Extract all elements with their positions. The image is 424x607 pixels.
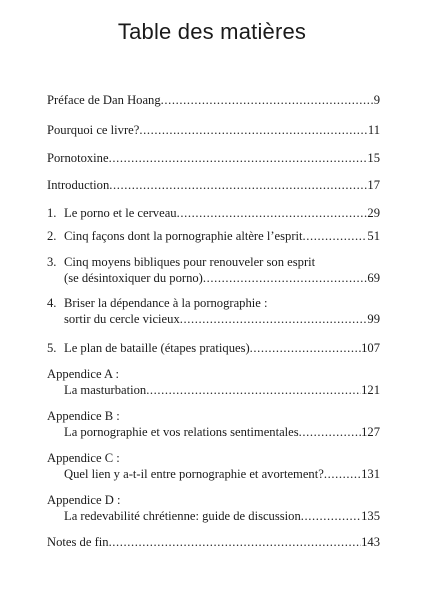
dot-leader xyxy=(301,508,361,524)
toc-entry-page: 11 xyxy=(367,123,380,137)
toc-entry-page: 131 xyxy=(361,467,380,481)
toc-entry-heading: Appendice D : xyxy=(47,493,121,507)
toc-entry[interactable] xyxy=(47,408,380,440)
toc-entry-heading: Appendice A : xyxy=(47,367,120,381)
toc-entry-page: 143 xyxy=(361,535,380,549)
page-title: Table des matières xyxy=(117,19,307,44)
toc-entry[interactable] xyxy=(47,228,380,244)
dot-leader xyxy=(299,424,361,440)
toc-entry-page: 121 xyxy=(361,383,380,397)
toc-entry-label: (se désintoxiquer du porno) xyxy=(64,271,203,285)
toc-entry-label: Préface de Dan Hoang xyxy=(47,93,161,107)
toc-entry[interactable] xyxy=(47,492,380,524)
dot-leader xyxy=(177,205,368,221)
toc-entry-label: Introduction xyxy=(47,178,110,192)
toc-entry-label: sortir du cercle vicieux xyxy=(64,312,180,326)
dot-leader xyxy=(146,382,361,398)
dot-leader xyxy=(324,466,361,482)
dot-leader xyxy=(109,534,362,550)
toc-entry-page: 99 xyxy=(367,312,380,326)
dot-leader xyxy=(180,311,368,327)
toc-entry-heading: Appendice C : xyxy=(47,451,120,465)
toc-entry-label: Pourquoi ce livre? xyxy=(47,123,140,137)
toc-entry-label: La masturbation xyxy=(64,383,147,397)
toc-entry-label: Quel lien y a-t-il entre pornographie et avortement? xyxy=(64,467,324,481)
toc-entry-label: La redevabilité chrétienne: guide de discussion xyxy=(64,509,301,523)
toc-entry-page: 15 xyxy=(367,151,380,165)
toc-entry-label: Le plan de bataille (étapes pratiques) xyxy=(64,341,250,355)
dot-leader xyxy=(139,122,368,138)
toc-entry-label: Cinq façons dont la pornographie altère l’esprit xyxy=(64,229,303,243)
dot-leader xyxy=(303,228,368,244)
chapter-number: 1. xyxy=(47,206,57,220)
toc-entry-page: 135 xyxy=(361,509,380,523)
toc-entry-heading: Cinq moyens bibliques pour renouveler son esprit xyxy=(64,255,316,269)
toc-entry-heading: Appendice B : xyxy=(47,409,120,423)
toc-entry-page: 9 xyxy=(373,93,380,107)
toc-entry[interactable] xyxy=(47,254,380,286)
toc-entry-page: 69 xyxy=(367,271,380,285)
toc-entry[interactable] xyxy=(47,450,380,482)
toc-entry[interactable] xyxy=(47,92,380,108)
chapter-number: 2. xyxy=(47,229,57,243)
toc-entry[interactable] xyxy=(47,366,380,398)
toc-entry-label: Notes de fin xyxy=(47,535,109,549)
toc-entry-page: 17 xyxy=(367,178,380,192)
toc-entry[interactable] xyxy=(47,534,380,550)
toc-entry[interactable] xyxy=(47,205,380,221)
toc-entry[interactable] xyxy=(47,340,380,356)
toc-entry-label: Pornotoxine xyxy=(47,151,109,165)
dot-leader xyxy=(109,150,368,166)
dot-leader xyxy=(109,177,367,193)
toc-entry-label: Le porno et le cerveau xyxy=(64,206,177,220)
toc-entry-page: 107 xyxy=(361,341,380,355)
toc-entry-page: 51 xyxy=(367,229,380,243)
chapter-number: 5. xyxy=(47,341,57,355)
dot-leader xyxy=(250,340,361,356)
chapter-number: 4. xyxy=(47,296,57,310)
chapter-number: 3. xyxy=(47,255,57,269)
toc-entry-heading: Briser la dépendance à la pornographie : xyxy=(64,296,268,310)
toc-entry-page: 29 xyxy=(367,206,380,220)
dot-leader xyxy=(203,270,368,286)
toc-entry[interactable] xyxy=(47,150,380,166)
toc-entry[interactable] xyxy=(47,295,380,327)
toc-entry[interactable] xyxy=(47,122,380,138)
toc-entry-page: 127 xyxy=(361,425,380,439)
dot-leader xyxy=(161,92,374,108)
toc-entry-label: La pornographie et vos relations sentimentales xyxy=(64,425,299,439)
toc-entry[interactable] xyxy=(47,177,380,193)
